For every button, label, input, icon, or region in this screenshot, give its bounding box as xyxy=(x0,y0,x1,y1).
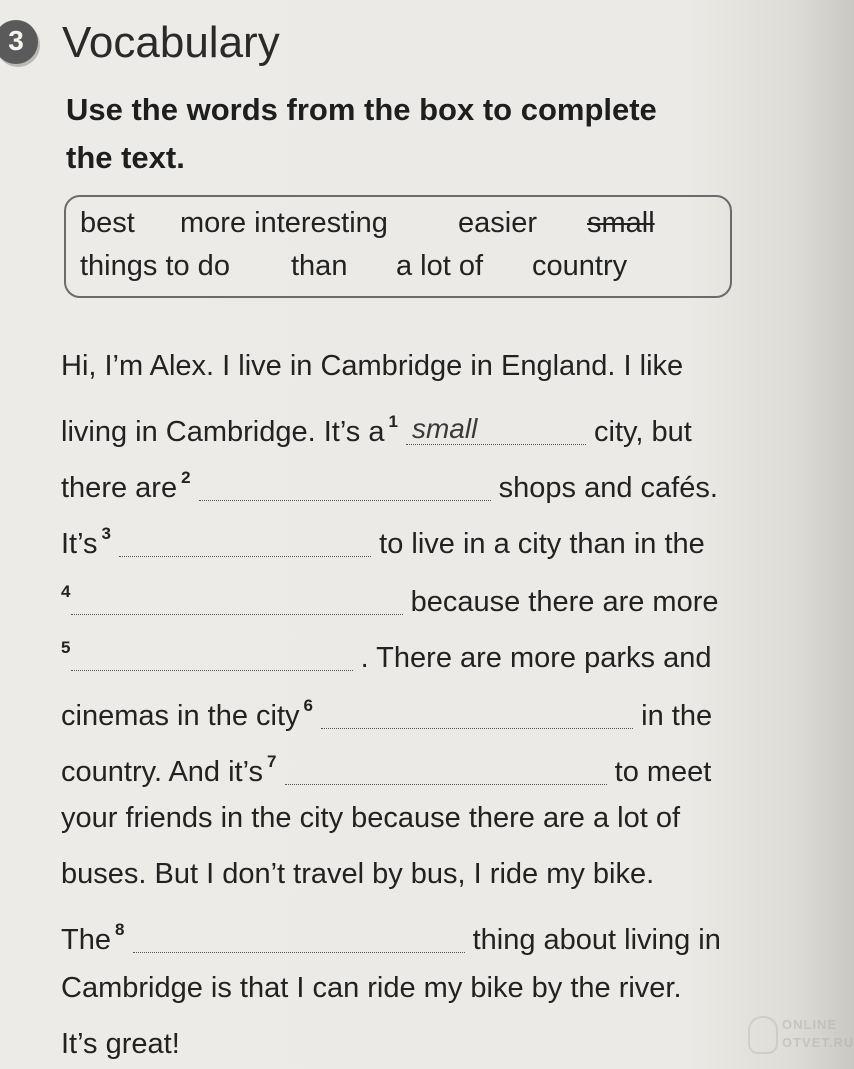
text-segment: cinemas in the city xyxy=(61,700,300,732)
watermark-line-1: ONLINE xyxy=(782,1017,838,1032)
text-segment: city, but xyxy=(594,416,692,448)
text-segment: The xyxy=(61,924,111,956)
exercise-number: 3 xyxy=(8,25,24,56)
word-things-to-do: things to do xyxy=(80,250,230,282)
text-line-9: your friends in the city because there are a lot of xyxy=(61,802,681,834)
text-line-12: Cambridge is that I can ride my bike by the river. xyxy=(61,972,682,1004)
gap-7-field[interactable] xyxy=(285,754,607,785)
gap-number-4: 4 xyxy=(61,582,71,601)
text-line-3 xyxy=(61,458,718,504)
text-segment: there are xyxy=(61,472,178,504)
text-line-8 xyxy=(61,742,712,788)
exercise-instruction xyxy=(66,86,796,182)
text-segment: It’s xyxy=(61,528,98,560)
gap-1-field[interactable] xyxy=(406,414,586,445)
text-segment: because there are more xyxy=(410,586,719,618)
gap-number-3: 3 xyxy=(101,524,112,543)
gap-number-5: 5 xyxy=(61,638,71,657)
text-line-1: Hi, I’m Alex. I live in Cambridge in England. I like xyxy=(61,350,684,382)
word-best: best xyxy=(80,207,135,239)
instruction-line-1: Use the words from the box to complete xyxy=(66,92,657,127)
gap-number-2: 2 xyxy=(181,468,191,487)
exercise-number-badge xyxy=(0,20,38,64)
word-small-crossed: small xyxy=(587,207,655,239)
exercise-title: Vocabulary xyxy=(62,18,280,67)
word-easier: easier xyxy=(458,207,537,239)
text-segment: to meet xyxy=(614,756,712,788)
text-segment: to live in a city than in the xyxy=(379,528,705,560)
text-line-13: It’s great! xyxy=(61,1028,180,1060)
gap-number-8: 8 xyxy=(114,920,125,939)
word-than: than xyxy=(291,250,348,282)
text-line-10: buses. But I don’t travel by bus, I ride my bike. xyxy=(61,858,655,890)
word-more-interesting: more interesting xyxy=(180,207,388,239)
gap-number-1: 1 xyxy=(388,412,398,431)
gap-4-field[interactable] xyxy=(71,584,403,615)
lightbulb-icon xyxy=(748,1016,778,1054)
gap-number-7: 7 xyxy=(267,752,277,771)
gap-5-field[interactable] xyxy=(71,640,353,671)
text-line-5 xyxy=(61,572,719,618)
text-line-2 xyxy=(61,402,692,448)
gap-8-field[interactable] xyxy=(133,922,465,953)
text-line-11 xyxy=(61,910,721,956)
site-watermark xyxy=(748,1012,854,1062)
text-line-7 xyxy=(61,686,713,732)
text-line-4 xyxy=(61,514,705,560)
word-a-lot-of: a lot of xyxy=(396,250,484,282)
text-segment: . There are more parks and xyxy=(360,642,712,674)
text-segment: living in Cambridge. It’s a xyxy=(61,416,385,448)
text-line-6 xyxy=(61,628,712,674)
text-segment: in the xyxy=(641,700,713,732)
text-segment: country. And it’s xyxy=(61,756,264,788)
watermark-line-2: OTVET.RU xyxy=(782,1035,854,1050)
text-segment: thing about living in xyxy=(472,924,721,956)
gap-number-6: 6 xyxy=(303,696,314,715)
gap-2-field[interactable] xyxy=(199,470,491,501)
watermark-text xyxy=(782,1016,854,1052)
word-box xyxy=(64,195,732,298)
text-segment: shops and cafés. xyxy=(498,472,718,504)
gap-6-field[interactable] xyxy=(321,698,633,729)
gap-1-answer: small xyxy=(411,413,478,444)
instruction-line-2: the text. xyxy=(66,140,185,175)
word-country: country xyxy=(532,250,628,282)
gap-3-field[interactable] xyxy=(119,526,371,557)
